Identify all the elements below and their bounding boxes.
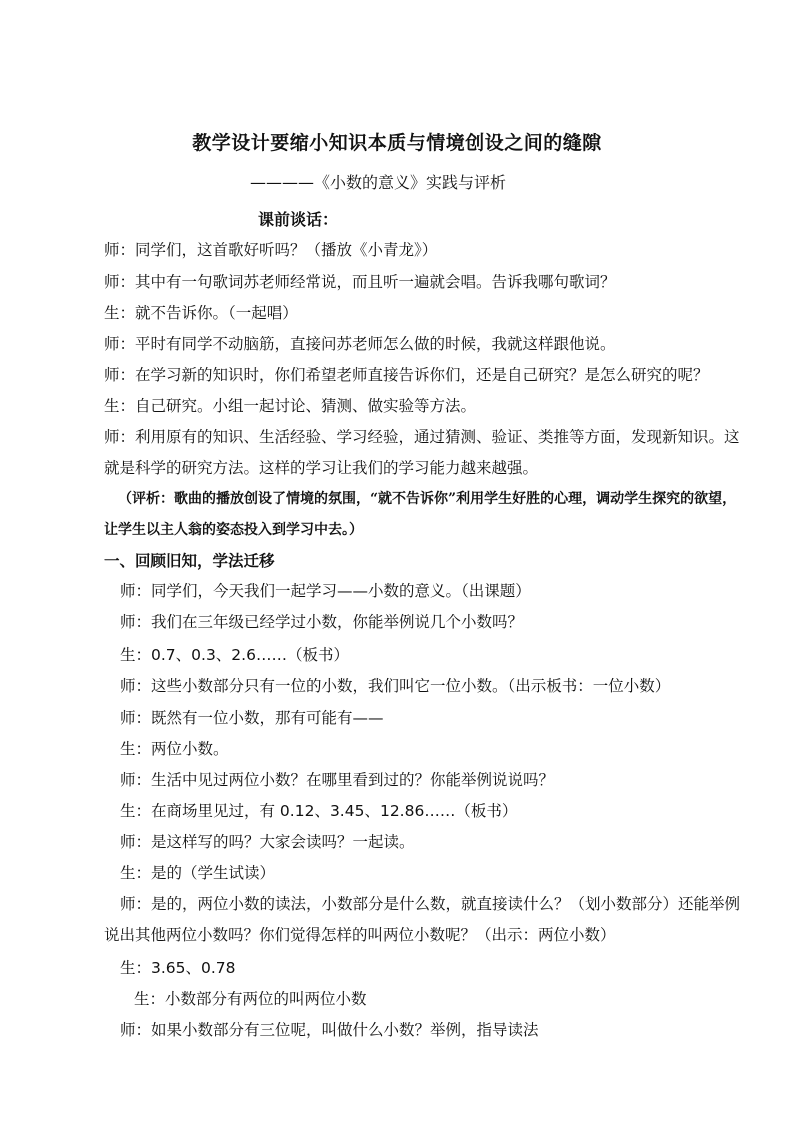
dialogue-line: 生：就不告诉你。（一起唱）	[104, 304, 298, 322]
section-heading: 一、回顾旧知，学法迁移	[104, 552, 275, 570]
dialogue-line: 生：在商场里见过，有 0.12、3.45、12.86……（板书）	[120, 802, 518, 820]
dialogue-line: 师：在学习新的知识时，你们希望老师直接告诉你们，还是自己研究？是怎么研究的呢？	[104, 366, 709, 384]
dialogue-line: 师：其中有一句歌词苏老师经常说，而且听一遍就会唱。告诉我哪句歌词？	[104, 273, 616, 291]
dialogue-line: 师：同学们，今天我们一起学习——小数的意义。（出课题）	[120, 582, 531, 600]
comment-paragraph: （评析：歌曲的播放创设了情境的氛围，“就不告诉你”利用学生好胜的心理，调动学生探究的欲望，让学生以主人翁的姿态投入到学习中去。）	[104, 491, 737, 538]
dialogue-paragraph: 师：利用原有的知识、生活经验、学习经验，通过猜测、验证、类推等方面，发现新知识。这就是科学的研究方法。这样的学习让我们的学习能力越来越强。	[104, 428, 740, 477]
dialogue-line: 生：小数部分有两位的叫两位小数	[134, 990, 367, 1008]
dialogue-line: 生：自己研究。小组一起讨论、猜测、做实验等方法。	[104, 397, 477, 415]
dialogue-line: 师：如果小数部分有三位呢，叫做什么小数？举例，指导读法	[120, 1021, 539, 1039]
dialogue-paragraph: 师：是的，两位小数的读法，小数部分是什么数，就直接读什么？（划小数部分）还能举例说出其他两位小数吗？你们觉得怎样的叫两位小数呢？（出示：两位小数）	[104, 895, 741, 944]
dialogue-line: 师：生活中见过两位小数？在哪里看到过的？你能举例说说吗？	[120, 771, 555, 789]
pre-class-label: 课前谈话：	[258, 210, 339, 229]
dialogue-line: 师：既然有一位小数，那有可能有——	[120, 709, 384, 727]
document-subtitle: ————《小数的意义》实践与评析	[250, 173, 507, 192]
dialogue-line: 师：我们在三年级已经学过小数，你能举例说几个小数吗？	[120, 613, 524, 631]
dialogue-line: 师：同学们，这首歌好听吗？（播放《小青龙》）	[104, 241, 438, 259]
dialogue-line: 生：两位小数。	[120, 740, 229, 758]
document-title: 教学设计要缩小知识本质与情境创设之间的缝隙	[192, 132, 602, 154]
dialogue-line: 师：平时有同学不动脑筋，直接问苏老师怎么做的时候，我就这样跟他说。	[104, 335, 616, 353]
dialogue-line: 生：0.7、0.3、2.6……（板书）	[120, 646, 349, 664]
dialogue-line: 生：是的（学生试读）	[120, 864, 276, 882]
dialogue-line: 生：3.65、0.78	[120, 959, 236, 977]
dialogue-line: 师：是这样写的吗？大家会读吗？一起读。	[120, 833, 415, 851]
dialogue-line: 师：这些小数部分只有一位的小数，我们叫它一位小数。（出示板书：一位小数）	[120, 677, 671, 695]
